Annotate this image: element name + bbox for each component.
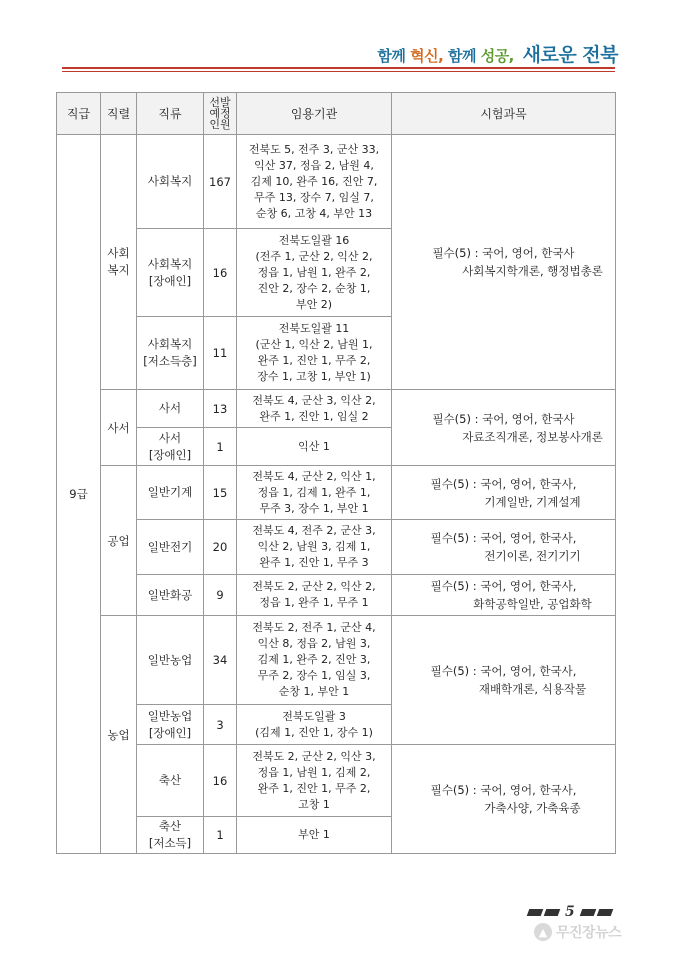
table-row: [57, 745, 616, 817]
table-row: [57, 466, 616, 520]
count-cell: 1: [204, 817, 237, 854]
header-divider: [62, 67, 615, 69]
series-line: 사회: [107, 246, 130, 260]
subject-line: 필수(5) : 국어, 영어, 한국사: [432, 246, 575, 260]
count-cell: 1: [204, 428, 237, 466]
org-cell: [237, 575, 392, 616]
job-line: 사회복지: [147, 337, 193, 351]
subject-cell: [392, 745, 616, 854]
table-header-row: [57, 93, 616, 135]
slogan-part: 함께: [448, 47, 481, 65]
subject-line: 화학공학일반, 공업화학: [473, 597, 592, 611]
job-line: 일반농업: [147, 708, 193, 723]
org-cell: [237, 229, 392, 317]
count-cell: 9: [204, 575, 237, 616]
org-line: 무주 13, 장수 7, 임실 7,: [254, 190, 374, 204]
job-cell: [137, 229, 204, 317]
job-cell: [137, 705, 204, 745]
job-line: 사서: [158, 401, 182, 415]
org-line: 정읍 1, 완주 1, 무주 1: [259, 596, 369, 609]
count-cell: 15: [204, 466, 237, 520]
job-line: 축산: [158, 773, 182, 787]
job-cell: [137, 390, 204, 428]
job-line: 사서: [158, 430, 182, 445]
subject-line: 필수(5) : 국어, 영어, 한국사,: [430, 783, 577, 797]
job-line: [장애인]: [148, 725, 192, 740]
org-line: 익산 1: [298, 439, 330, 453]
subject-cell: [392, 520, 616, 575]
slogan-part: 함께: [377, 47, 411, 65]
watermark-text: 무진장뉴스: [556, 925, 622, 941]
org-line: 익산 2, 남원 3, 김제 1,: [257, 540, 371, 553]
subject-line: 재배학개론, 식용작물: [478, 682, 587, 696]
slogan-part: 성공,: [480, 47, 519, 65]
subject-cell: [392, 390, 616, 466]
page-bar-decoration: [544, 909, 561, 916]
job-line: 일반기계: [147, 485, 193, 499]
job-line: 축산: [158, 819, 182, 833]
header-count-line: 선발: [209, 96, 231, 109]
subject-line: 사회복지학개론, 행정법총론: [462, 264, 603, 278]
org-line: 전북도 4, 군산 2, 익산 1,: [252, 469, 376, 483]
org-line: 정읍 1, 김제 1, 완주 1,: [257, 485, 371, 499]
job-cell: [137, 520, 204, 575]
org-line: (김제 1, 진안 1, 장수 1): [255, 725, 373, 739]
org-line: 순창 1, 부안 1: [278, 685, 350, 698]
org-line: 무주 3, 장수 1, 부안 1: [259, 501, 369, 515]
job-line: [장애인]: [148, 273, 192, 288]
org-line: 진안 2, 장수 2, 순창 1,: [257, 281, 371, 295]
org-line: 무주 2, 장수 1, 임실 3,: [257, 669, 371, 682]
job-line: 사회복지: [147, 174, 193, 188]
subject-line: 기계일반, 기계설계: [484, 494, 581, 509]
slogan-part: 혁신,: [410, 47, 448, 65]
header-count: [204, 93, 237, 135]
job-line: [저소득]: [148, 836, 192, 850]
org-line: 부안 1: [298, 828, 330, 841]
job-line: 사회복지: [147, 256, 193, 271]
org-line: 전북도일괄 16: [278, 233, 350, 247]
header-count-line: 예정: [209, 107, 231, 120]
header-divider: [62, 71, 615, 72]
org-cell: [237, 745, 392, 817]
grade-cell: 9급: [57, 135, 101, 854]
job-cell: [137, 317, 204, 390]
count-cell: 11: [204, 317, 237, 390]
job-cell: [137, 616, 204, 705]
header-slogan: [377, 40, 618, 67]
org-line: 순창 6, 고창 4, 부안 13: [255, 206, 373, 220]
org-line: 익산 8, 정읍 2, 남원 3,: [257, 637, 371, 650]
org-line: 완주 1, 진안 1, 임실 2: [259, 409, 369, 423]
subject-cell: [392, 616, 616, 745]
org-line: 전북도 2, 전주 1, 군산 4,: [252, 621, 376, 634]
subject-line: 필수(5) : 국어, 영어, 한국사,: [430, 579, 577, 593]
subject-line: 필수(5) : 국어, 영어, 한국사,: [430, 476, 577, 491]
org-cell: [237, 616, 392, 705]
subject-line: 자료조직개론, 정보봉사개론: [462, 429, 603, 444]
org-line: 익산 37, 정읍 2, 남원 4,: [254, 158, 374, 172]
header-series: 직렬: [101, 93, 137, 135]
org-line: (전주 1, 군산 2, 익산 2,: [255, 249, 373, 263]
subject-line: 필수(5) : 국어, 영어, 한국사,: [430, 531, 577, 545]
header-count-line: 인원: [209, 118, 231, 131]
job-cell: [137, 428, 204, 466]
org-line: 장수 1, 고창 1, 부안 1): [257, 370, 371, 383]
org-line: 전북도일괄 3: [282, 709, 346, 723]
recruitment-table: [56, 92, 616, 854]
job-line: 일반화공: [147, 587, 193, 602]
org-line: 정읍 1, 남원 1, 김제 2,: [257, 765, 371, 779]
subject-cell: [392, 135, 616, 390]
subject-cell: [392, 575, 616, 616]
org-cell: [237, 705, 392, 745]
subject-cell: [392, 466, 616, 520]
org-line: 김제 1, 완주 2, 진안 3,: [257, 653, 371, 666]
org-line: 정읍 1, 남원 1, 완주 2,: [257, 265, 371, 279]
job-cell: [137, 466, 204, 520]
org-cell: [237, 135, 392, 229]
job-line: 일반전기: [147, 539, 193, 554]
org-cell: [237, 817, 392, 854]
org-line: 부안 2): [295, 297, 333, 311]
table-row: [57, 616, 616, 705]
series-cell-agriculture: 농업: [101, 616, 137, 854]
org-cell: [237, 466, 392, 520]
table-row: [57, 575, 616, 616]
org-line: 완주 1, 진안 1, 무주 3: [259, 556, 369, 569]
job-cell: [137, 817, 204, 854]
header-grade: 직급: [57, 93, 101, 135]
job-line: 일반농업: [147, 652, 193, 667]
org-line: 전북도 2, 군산 2, 익산 2,: [252, 580, 376, 593]
org-line: 전북도 4, 전주 2, 군산 3,: [252, 524, 376, 537]
count-cell: 34: [204, 616, 237, 705]
org-line: (군산 1, 익산 2, 남원 1,: [255, 338, 373, 351]
org-cell: [237, 390, 392, 428]
series-cell-welfare: [101, 135, 137, 390]
job-cell: [137, 745, 204, 817]
page-bar-decoration: [596, 909, 613, 916]
org-cell: [237, 317, 392, 390]
subject-line: 전기이론, 전기기기: [484, 549, 581, 563]
org-line: 고창 1: [298, 797, 330, 811]
page-number: [528, 904, 612, 920]
series-cell-engineering: 공업: [101, 466, 137, 616]
org-line: 전북도 4, 군산 3, 익산 2,: [252, 393, 376, 407]
table-row: [57, 520, 616, 575]
watermark: [534, 922, 621, 942]
header-job: 직류: [137, 93, 204, 135]
count-cell: 16: [204, 745, 237, 817]
job-cell: [137, 135, 204, 229]
count-cell: 13: [204, 390, 237, 428]
header-subject: 시험과목: [392, 93, 616, 135]
count-cell: 167: [204, 135, 237, 229]
job-cell: [137, 575, 204, 616]
subject-line: 필수(5) : 국어, 영어, 한국사: [432, 411, 575, 426]
page-bar-decoration: [527, 909, 544, 916]
org-line: 완주 1, 진안 1, 무주 2,: [257, 781, 371, 795]
slogan-part: 새로운 전북: [522, 44, 618, 66]
page-number-text: 5: [565, 904, 575, 920]
count-cell: 3: [204, 705, 237, 745]
org-line: 완주 1, 진안 1, 무주 2,: [257, 354, 371, 367]
count-cell: 16: [204, 229, 237, 317]
header-org: 임용기관: [237, 93, 392, 135]
org-line: 전북도 2, 군산 2, 익산 3,: [252, 749, 376, 763]
series-cell-librarian: 사서: [101, 390, 137, 466]
org-cell: [237, 428, 392, 466]
org-line: 전북도 5, 전주 3, 군산 33,: [248, 142, 380, 156]
job-line: [장애인]: [148, 447, 192, 462]
job-line: [저소득층]: [143, 354, 197, 368]
org-cell: [237, 520, 392, 575]
org-line: 김제 10, 완주 16, 진안 7,: [250, 174, 378, 188]
watermark-logo-icon: ▲: [534, 923, 552, 941]
subject-line: 필수(5) : 국어, 영어, 한국사,: [430, 664, 577, 678]
org-line: 전북도일괄 11: [278, 322, 350, 335]
page-bar-decoration: [579, 909, 596, 916]
count-cell: 20: [204, 520, 237, 575]
table-row: [57, 390, 616, 428]
table-row: [57, 135, 616, 229]
subject-line: 가축사양, 가축육종: [484, 801, 581, 815]
series-line: 복지: [107, 263, 130, 277]
